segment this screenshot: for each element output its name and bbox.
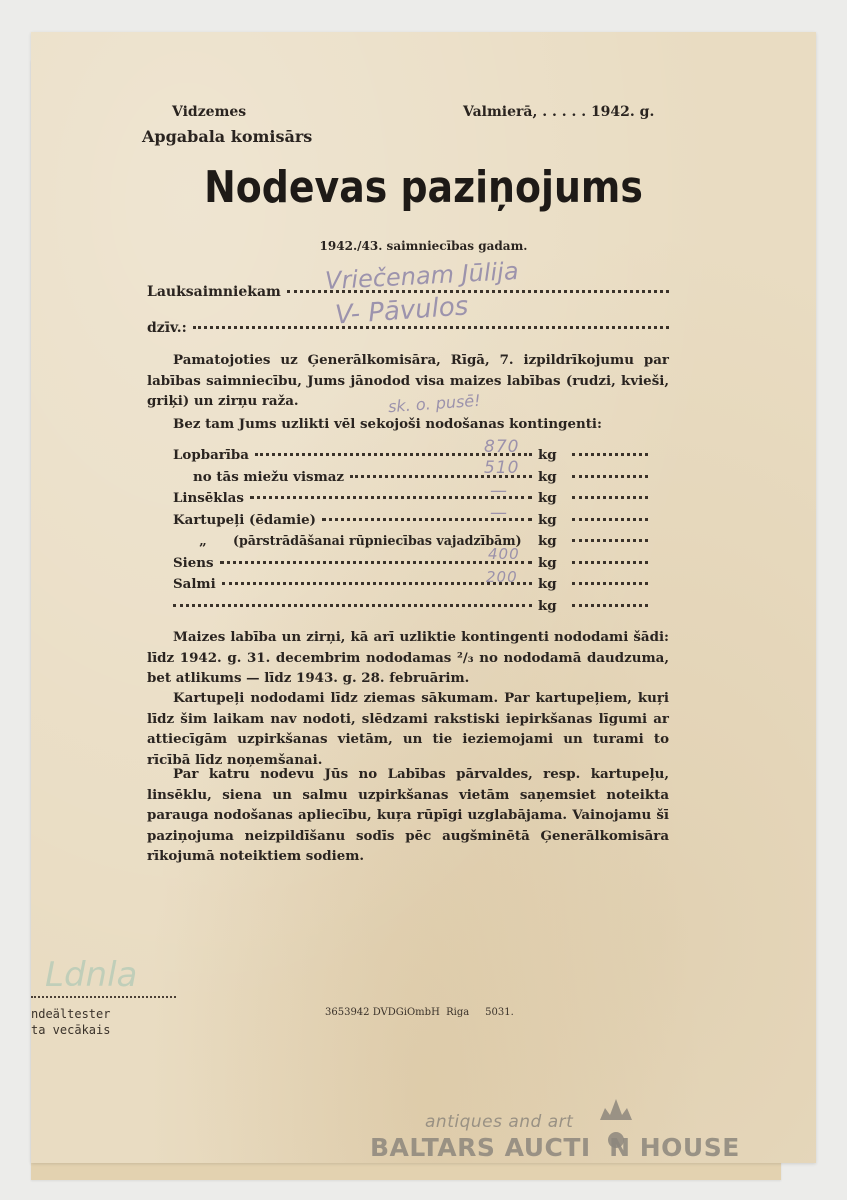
- handwritten-quota-value: 870: [484, 437, 520, 457]
- handwritten-name: Vriečenam Jūlija: [324, 256, 520, 296]
- quota-row: „ (pārstrādāšanai rūpniecības vajadzībām) kg: [173, 533, 648, 555]
- document-subtitle: 1942./43. saimniecības gadam.: [319, 239, 528, 253]
- paragraph-certificate: Par katru nodevu Jūs no Labības pārvaldes, resp. kartupeļu, linsēklu, siena un salmu uzpirkšanas vietām saņemsiet noteikta parauga nodošanas apliecību, kuŗa rūpīgi uzglabājama. Vainojamu šī paziņojuma neizpildīšanu sodīs pēc augšminētā Ģenerālkomisāra rīkojumā noteiktiem sodiem.: [147, 766, 669, 864]
- quota-row: Lopbarība kg: [173, 447, 648, 469]
- green-signature: Ldnla: [45, 955, 138, 995]
- quota-row: no tās miežu vismaz kg: [173, 469, 648, 491]
- place-date: Valmierā, . . . . . 1942. g.: [463, 104, 655, 120]
- field-label: dzīv.:: [147, 320, 187, 336]
- document-title: Nodevas paziņojums: [204, 162, 643, 213]
- issuer-region: Vidzemes: [172, 104, 247, 120]
- paragraph-legal-basis: Pamatojoties uz Ģenerālkomisāra, Rīgā, 7. izpildrīkojumu par labības saimniecību, Jums jānodod visa maizes labības (rudzi, kvieši, griķi) un zirņu raža.: [147, 352, 669, 409]
- quota-table: [173, 447, 648, 619]
- quota-row: Kartupeļi (ēdamie) kg: [173, 512, 648, 534]
- printer-imprint: 3653942 DVDGiOmbH Riga 5031.: [325, 1007, 514, 1018]
- quota-row: Salmi kg: [173, 576, 648, 598]
- watermark-brand: BALTARS AUCTI N HOUSE: [370, 1133, 740, 1162]
- handwritten-quota-value: 400: [488, 545, 520, 563]
- field-label: Lauksaimniekam: [147, 284, 281, 300]
- ditto-mark: „: [199, 533, 207, 549]
- handwritten-quota-value: —: [490, 481, 508, 501]
- quota-row: Linsēklas kg: [173, 490, 648, 512]
- handwritten-quota-value: 200: [486, 568, 518, 586]
- signature-line: [31, 996, 176, 998]
- handwritten-quota-value: —: [490, 503, 508, 523]
- quota-row: kg: [173, 598, 648, 620]
- paragraph-deadlines: Maizes labība un zirņi, kā arī uzliktie kontingenti nododami šādi: līdz 1942. g. 31. decembrim nododamas ²/₃ no nododamā daudzuma, bet atlikums — līdz 1943. g. 28. februārim.: [147, 629, 669, 686]
- handwritten-residence: V- Pāvulos: [334, 291, 470, 331]
- watermark-tagline: antiques and art: [425, 1112, 574, 1132]
- margin-note: sk. o. pusē!: [387, 390, 482, 417]
- signature-title: ndeältester ta vecākais: [31, 1007, 111, 1037]
- paragraph-potatoes: Kartupeļi nododami līdz ziemas sākumam. Par kartupeļiem, kuŗi līdz šim laikam nav nodoti, slēdzami rakstiski iepirkšanas līgumi ar attiecīgām uzpirkšanas vietām, un tie ieziemojami un turami to rīcībā līdz noņemšanai.: [147, 690, 669, 768]
- dotted-line: [193, 326, 669, 329]
- quota-row: Siens kg: [173, 555, 648, 577]
- issuer-title: Apgabala komisārs: [142, 127, 313, 146]
- quota-intro: Bez tam Jums uzlikti vēl sekojoši nodošanas kontingenti:: [173, 416, 602, 432]
- handwritten-quota-value: 510: [484, 458, 520, 478]
